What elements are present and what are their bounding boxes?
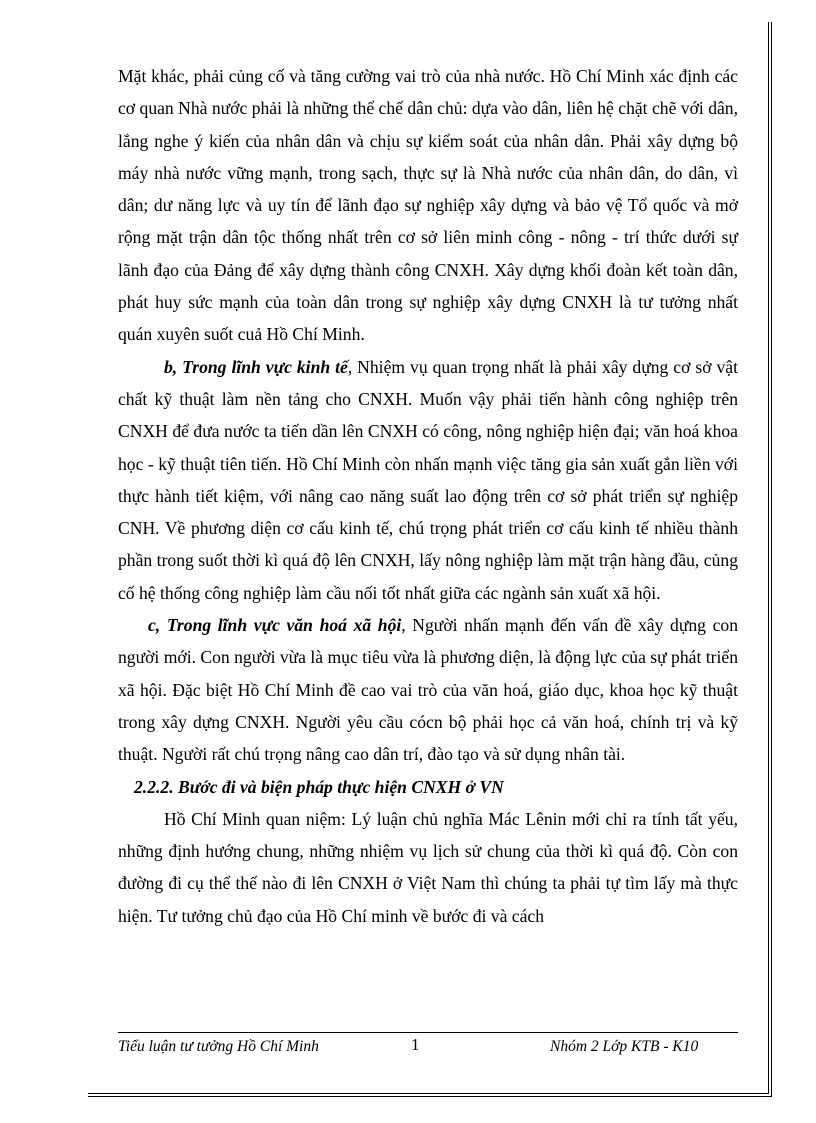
culture-body: , Người nhấn mạnh đến vấn đề xây dựng con người mới. Con người vừa là mục tiêu vừa là phương diện, là động lực của sự phát triển xã hội. Đặc biệt Hồ Chí Minh đề cao vai trò của văn hoá, giáo dục, khoa học kỹ thuật trong xây dựng CNXH. Người yêu cầu cócn bộ phải học cả văn hoá, chính trị và kỹ thuật. Người rất chú trọng nâng cao dân trí, đào tạo và sử dụng nhân tài.: [118, 615, 738, 765]
section-heading: 2.2.2. Bước đi và biện pháp thực hiện CNXH ở VN: [134, 776, 504, 797]
economy-lead: b, Trong lĩnh vực kinh tế: [164, 356, 348, 377]
footer-title: Tiểu luận tư tưởng Hồ Chí Minh: [118, 1038, 319, 1055]
footer-group: Nhóm 2 Lớp KTB - K10: [550, 1038, 699, 1055]
culture-lead: c, Trong lĩnh vực văn hoá xã hội: [148, 615, 402, 636]
paragraph-culture: [118, 609, 738, 770]
page-number: 1: [411, 1035, 420, 1054]
paragraph-state-role: Mặt khác, phải củng cố và tăng cường vai trò của nhà nước. Hồ Chí Minh xác định các cơ quan Nhà nước phải là những thể chế dân chủ: dựa vào dân, liên hệ chặt chẽ với dân, lắng nghe ý kiến của nhân dân và chịu sự kiểm soát của nhân dân. Phải xây dựng bộ máy nhà nước vững mạnh, trong sạch, thực sự là Nhà nước của nhân dân, do dân, vì dân; dư năng lực và uy tín để lãnh đạo sự nghiệp xây dựng và bảo vệ Tổ quốc và mở rộng mặt trận dân tộc thống nhất trên cơ sở liên minh công - nông - trí thức dưới sự lãnh đạo của Đảng để xây dựng thành công CNXH. Xây dựng khối đoàn kết toàn dân, phát huy sức mạnh của toàn dân trong sự nghiệp xây dựng CNXH là tư tưởng nhất quán xuyên suốt cuả Hồ Chí Minh.: [118, 66, 738, 345]
paragraph-steps: Hồ Chí Minh quan niệm: Lý luận chủ nghĩa Mác Lênin mới chỉ ra tính tất yếu, những định hướng chung, những nhiệm vụ lịch sử chung của thời kì quá độ. Còn con đường đi cụ thể thế nào đi lên CNXH ở Việt Nam thì chúng ta phải tự tìm lấy mà thực hiện. Tư tưởng chủ đạo của Hồ Chí minh về bước đi và cách: [118, 808, 738, 926]
footer-rule: [118, 1032, 738, 1033]
document-body: [118, 60, 738, 932]
economy-body: , Nhiệm vụ quan trọng nhất là phải xây dựng cơ sở vật chất kỹ thuật làm nền tảng cho CNXH. Muốn vậy phải tiến hành công nghiệp trên CNXH để đưa nước ta tiến dần lên CNXH có công, nông nghiệp hiện đại; văn hoá khoa học - kỹ thuật tiên tiến. Hồ Chí Minh còn nhấn mạnh việc tăng gia sản xuất gắn liền với thực hành tiết kiệm, với nâng cao năng suất lao động trên cơ sở phát triển sự nghiệp CNH. Về phương diện cơ cấu kinh tế, chú trọng phát triển cơ cấu kinh tế nhiều thành phần trong suốt thời kì quá độ lên CNXH, lấy nông nghiệp làm mặt trận hàng đầu, củng cố hệ thống công nghiệp làm cầu nối tốt nhất giữa các ngành sản xuất xã hội.: [118, 356, 738, 603]
page-footer: [118, 1035, 738, 1062]
paragraph-economy: [118, 351, 738, 609]
